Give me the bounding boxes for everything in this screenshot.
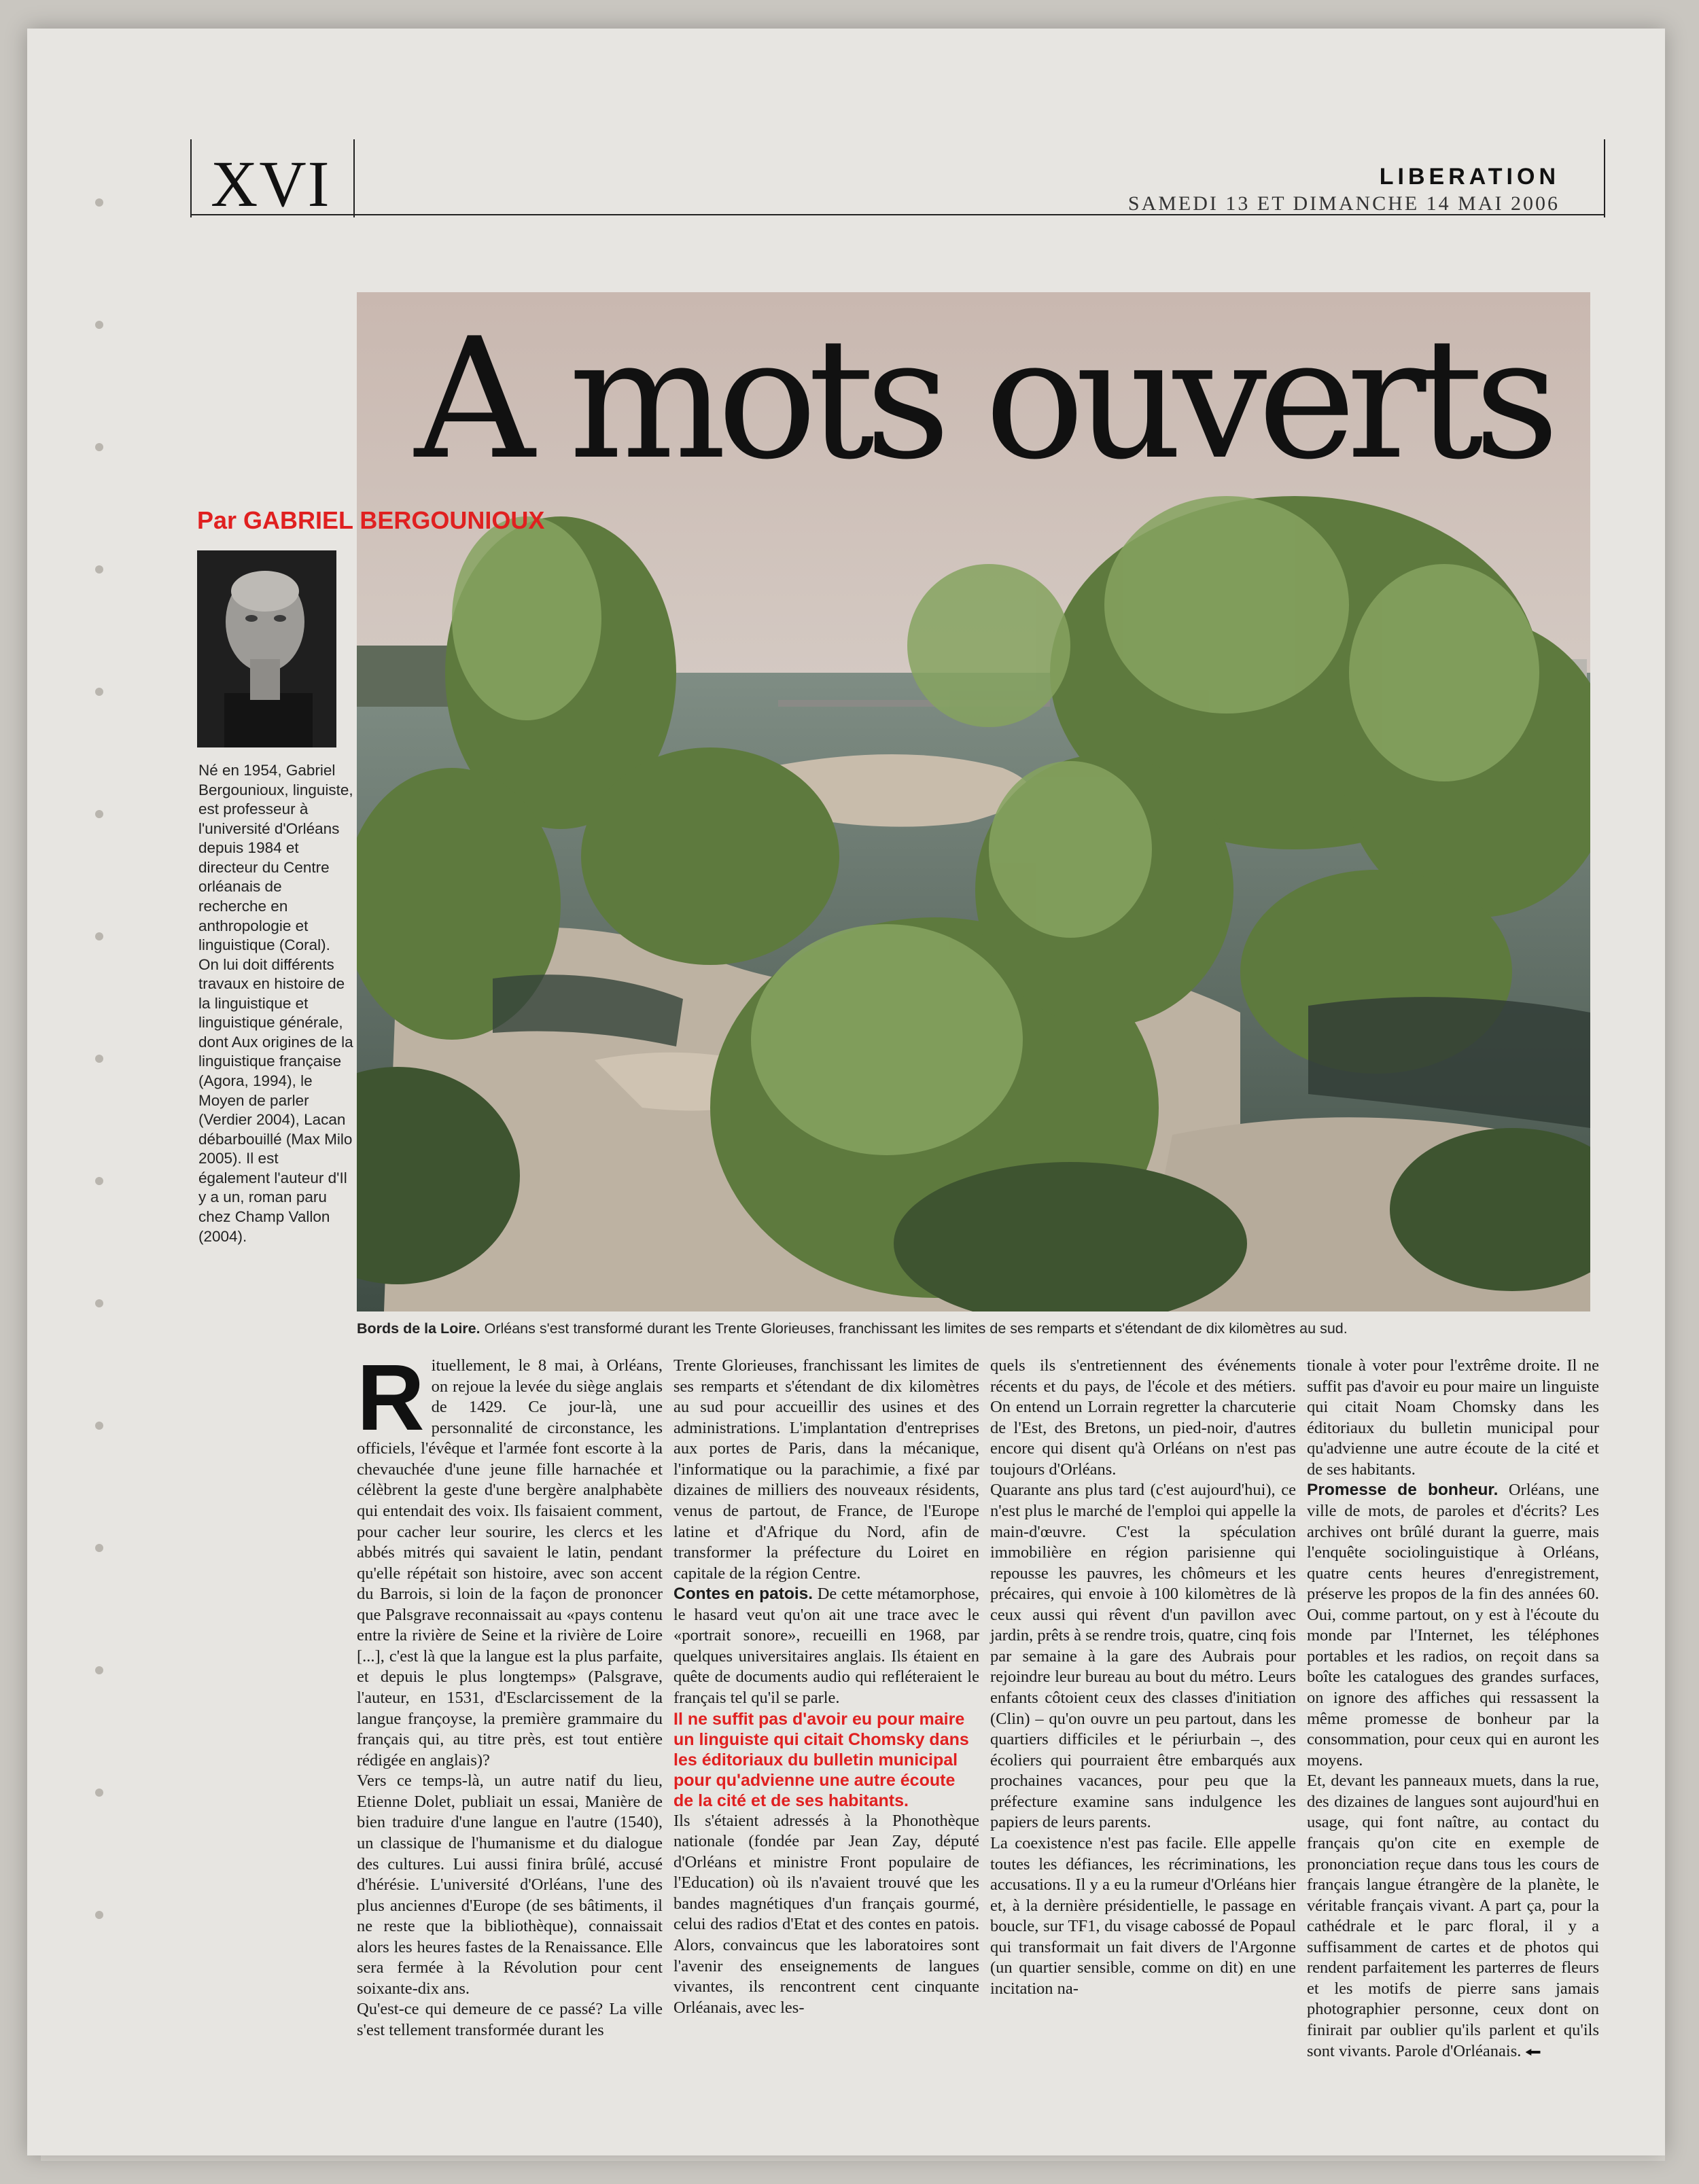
author-byline: Par GABRIEL BERGOUNIOUX [197,506,545,534]
masthead: LIBERATION [1379,164,1560,190]
col4-paragraph-3: Et, devant les panneaux muets, dans la rue, des dizaines de langues sont aujourd'hui en usage, qui font naître, au contact du français qu'on cite en exemple de prononciation reçue dans tous les cours de français langue étrangère de la planète, le véritable français vivant. A part ça, pour la cathédrale et le parc floral, il y a suffisamment de cartes et de photos qui rendent parfaitement les parterres de fleurs et les motifs de pierre sans jamais photographier personne, ceux dont on finirait par oublier qu'ils parlent et qu'ils sont vivants. Parole d'Orléanais. [1307,1772,1599,2060]
page-folio: XVI [211,147,331,220]
col2-paragraph-1: Trente Glorieuses, franchissant les limites de ses remparts et s'étendant de dix kilomètres au sud pour accueillir des usines et des administrations. L'implantation d'entreprises aux portes de Paris, dans la mécanique, l'informatique ou la parachimie, a fixé par dizaines de milliers des nouveaux résidents, venus de partout, de France, de l'Europe latine et d'Afrique du Nord, afin de transformer la préfecture du Loiret en capitale de la région Centre. [673,1356,979,1583]
header-rule-folio [353,139,355,217]
col3-paragraph-1: quels ils s'entretiennent des événements récents et du pays, de l'école et des métiers. On entend un Lorrain regretter la charcuterie de l'Est, des Bretons, un pied-noir, d'autres encore qui disent qu'à Orléans on n'est pas toujours d'Orléans. [990,1356,1296,1479]
col1-paragraph-3: Qu'est-ce qui demeure de ce passé? La ville s'est tellement transformée durant les [357,2000,663,2039]
dateline: SAMEDI 13 ET DIMANCHE 14 MAI 2006 [1127,192,1560,215]
article-column-1 [357,1345,663,2041]
end-of-article-icon [1526,2049,1541,2056]
pull-quote: Il ne suffit pas d'avoir eu pour maire un linguiste qui citait Chomsky dans les éditoriaux du bulletin municipal pour qu'advienne une autre écoute de la cité et de ses habitants. [673,1709,969,1810]
article-headline: A mots ouverts [415,302,1550,496]
header-rule-bottom [190,214,1604,215]
col2-paragraph-2: De cette métamorphose, le hasard veut qu'on ait une trace avec le «portrait sonore», recueilli en 1968, par quelques universitaires anglais. Ils étaient en quête de documents audio qui refléteraient le français tel qu'il se parle. [673,1585,980,1707]
author-portrait [197,550,336,747]
subhead-promesse-de-bonheur: Promesse de bonheur. [1307,1481,1499,1500]
col1-paragraph-2: Vers ce temps-là, un autre natif du lieu, Etienne Dolet, publiait un essai, Manière de bien traduire d'une langue en l'autre (1540), un classique de l'humanisme et du dialogue des cultures. Lui aussi finira brûlé, accusé d'hérésie. L'université d'Orléans, l'une des plus anciennes d'Europe (de ses bâtiments, il ne reste que la bibliothèque), connaissait alors les heures fastes de la Renaissance. Elle sera fermée à la Révolution pour cent soixante-dix ans. [357,1772,663,1998]
col3-paragraph-3: La coexistence n'est pas facile. Elle appelle toutes les défiances, les récriminations, les accusations. Il y a eu la rumeur d'Orléans hier et, à la dernière présidentielle, le passage en boucle, sur TF1, du visage cabossé de Popaul qui transformait un fait divers de l'Argonne (un quartier sensible, comme on dit) en une incitation na- [990,1833,1296,1998]
article-column-3 [990,1356,1296,1999]
drop-cap: R [357,1345,425,1450]
header-rule-right [1604,139,1605,217]
article-column-2 [673,1356,979,2018]
photo-caption [357,1320,1590,1337]
caption-text: Orléans s'est transformé durant les Trente Glorieuses, franchissant les limites de ses remparts et s'étendant de dix kilomètres au sud. [484,1320,1348,1337]
col2-paragraph-3: Ils s'étaient adressés à la Phonothèque nationale (fondée par Jean Zay, député d'Orléans et ministre Front populaire de l'Education) où ils n'avaient trouvé que les bandes magnétiques d'un français gourmé, celui des radios d'Etat et des contes en patois. Alors, convaincus que les laboratoires sont l'avenir des enseignements de langues vivantes, ils rencontrent cent cinquante Orléanais, avec les- [673,1811,979,2017]
col4-paragraph-2: Orléans, une ville de mots, de paroles et d'écrits? Les archives ont brûlé durant la guerre, mais l'enquête sociolinguistique à Orléans, quatre cents heures d'enregistrement, préserve les propos de la fin des années 60. Oui, comme partout, on y est à l'écoute du monde par l'Internet, les téléphones portables et les radios, on reçoit dans sa boîte les catalogues des grandes surfaces, on ignore des affiches qui ressassent la même promesse de bonheur par la consommation, pour ceux qui en auront les moyens. [1307,1481,1600,1769]
article-page [190,139,1600,2060]
binding-holes [95,198,116,2033]
col4-paragraph-1: tionale à voter pour l'extrême droite. Il ne suffit pas d'avoir eu pour maire un linguiste qui citait Noam Chomsky dans les éditoriaux du bulletin municipal pour qu'advienne une autre écoute de la cité et de ses habitants. [1307,1356,1599,1479]
subhead-contes-en-patois: Contes en patois. [673,1585,813,1604]
col3-paragraph-2: Quarante ans plus tard (c'est aujourd'hui), ce n'est plus le marché de l'emploi qui appelle la main-d'œuvre. C'est la spéculation immobilière en région parisienne qui repousse les pauvres, les chômeurs et les précaires, qui envoie à 100 kilomètres de là ceux aussi qui rêvent d'un pavillon avec jardin, prêts à se rendre trois, quatre, cinq fois par semaine à la gare des Aubrais pour rejoindre leur bureau au bout du métro. Leurs enfants côtoient ceux des classes d'initiation (Clin) – qu'on ouvre un peu partout, dans les quartiers difficiles et le périurbain –, des écoliers qui pourraient être embarqués aux prochaines vacances, pour peu que la préfecture examine sans indulgence les papiers de leurs parents. [990,1481,1296,1832]
author-bio: Né en 1954, Gabriel Bergounioux, linguiste, est professeur à l'université d'Orléans depuis 1984 et directeur du Centre orléanais de recherche en anthropologie et linguistique (Coral). On lui doit différents travaux en histoire de la linguistique et linguistique générale, dont Aux origines de la linguistique française (Agora, 1994), le Moyen de parler (Verdier 2004), Lacan débarbouillé (Max Milo 2005). Il est également l'auteur d'Il y a un, roman paru chez Champ Vallon (2004). [198,762,353,1245]
header-rule-left [190,139,192,217]
col1-paragraph-1: ituellement, le 8 mai, à Orléans, on rejoue la levée du siège anglais de 1429. Ce jour-là, une personnalité de circonstance, les officiels, l'évêque et l'armée font escorte à la chevauchée d'une jeune fille harnachée et célèbrent la geste d'une bergère analphabète qui entendait des voix. Ils faisaient comment, pour cacher leur sourire, les clercs et les abbés mitrés qui savaient le latin, pendant qu'elle répétait son histoire, avec son accent du Barrois, si loin de la façon de prononcer que Palsgrave reconnaissait au «pays contenu entre la rivière de Seine et la rivière de Loire [...], c'est là que la langue est la plus parfaite, et depuis le plus longtemps» (Palsgrave, l'auteur, en 1531, d'Esclarcissement de la langue françoyse, la première grammaire du français qui, au titre près, est tout entière rédigée en anglais)? [357,1356,663,1769]
article-column-4 [1307,1356,1599,2062]
caption-lead: Bords de la Loire. [357,1320,480,1337]
